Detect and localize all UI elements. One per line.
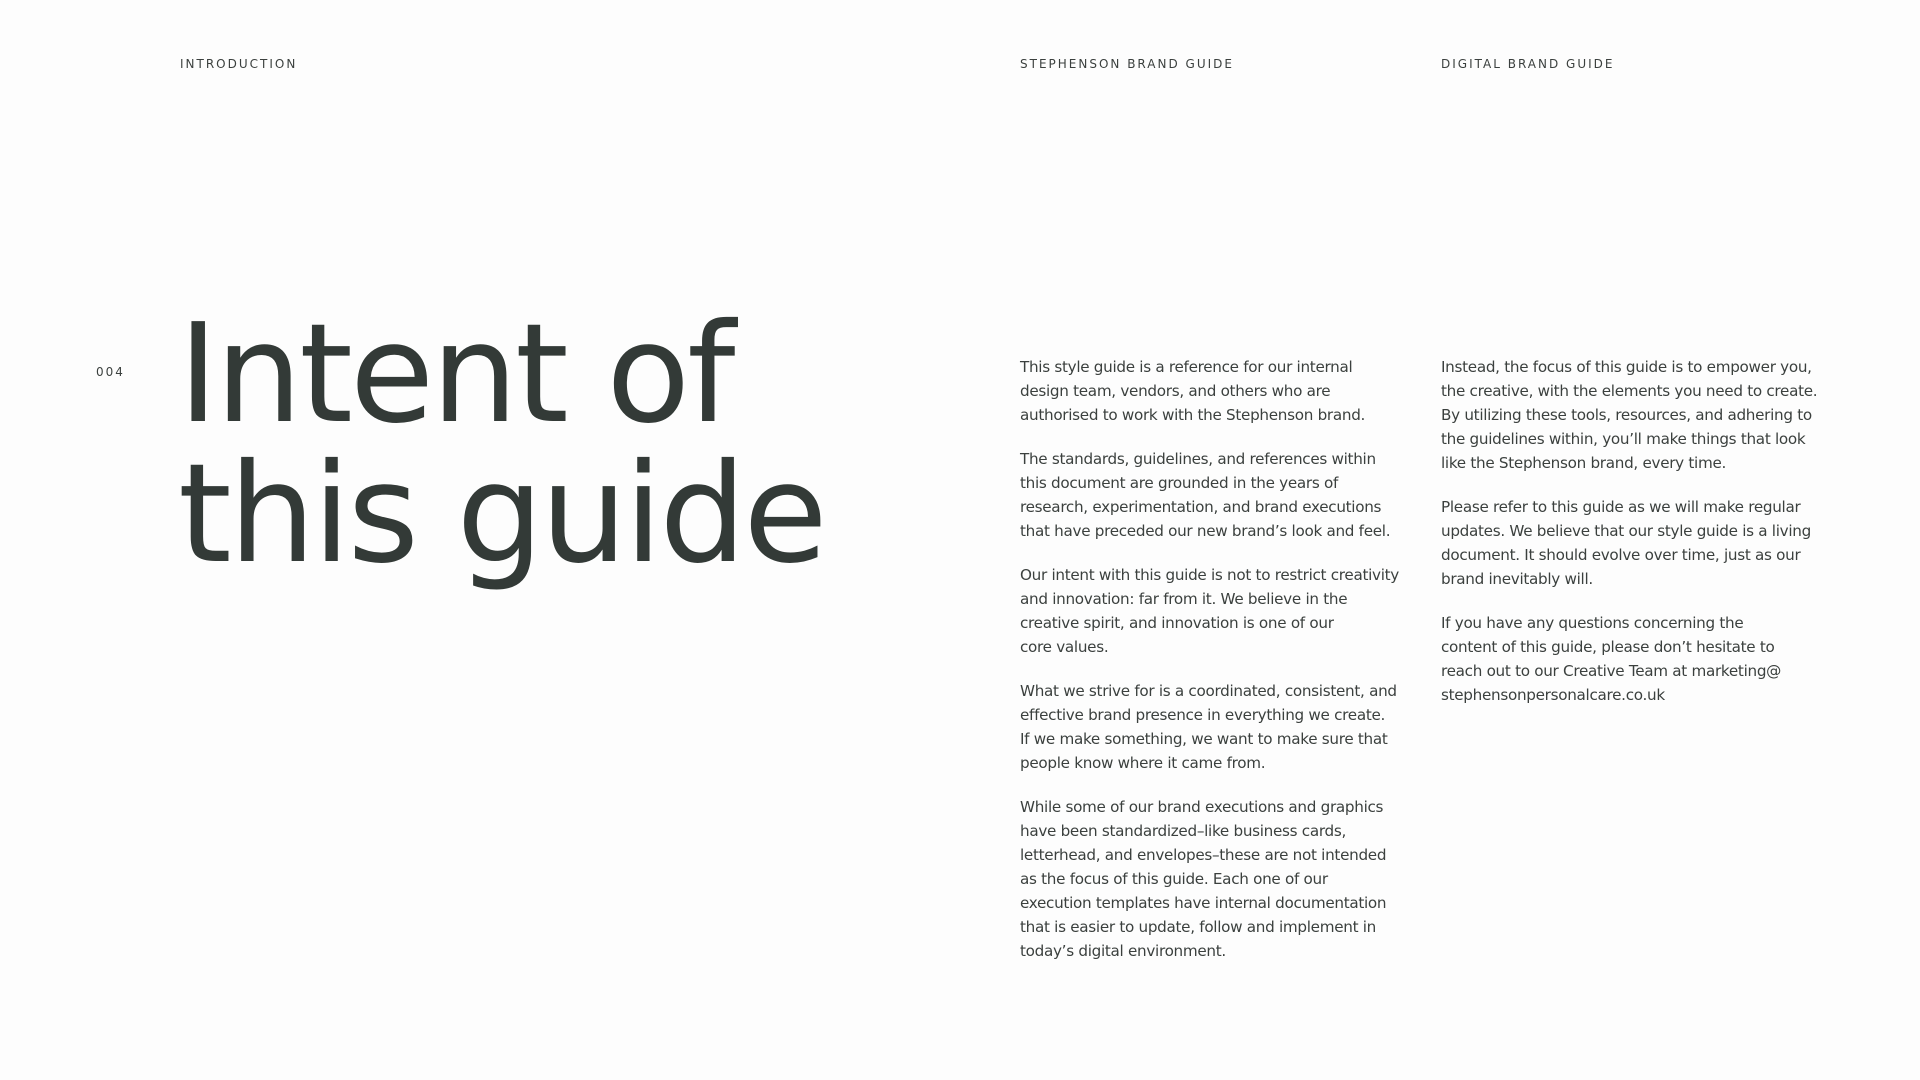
paragraph	[1020, 447, 1425, 543]
text-line: The standards, guidelines, and references within	[1020, 450, 1376, 468]
text-line: If we make something, we want to make sure that	[1020, 730, 1388, 748]
text-line: research, experimentation, and brand executions	[1020, 498, 1382, 516]
paragraph	[1020, 563, 1425, 659]
paragraph	[1020, 679, 1425, 775]
section-label: INTRODUCTION	[180, 57, 298, 71]
text-line: content of this guide, please don’t hesitate to	[1441, 638, 1775, 656]
text-line: If you have any questions concerning the	[1441, 614, 1744, 632]
text-line: While some of our brand executions and graphics	[1020, 798, 1384, 816]
text-line: authorised to work with the Stephenson brand.	[1020, 406, 1366, 424]
text-line: execution templates have internal documentation	[1020, 894, 1387, 912]
page-title	[178, 295, 825, 594]
text-line: as the focus of this guide. Each one of our	[1020, 870, 1328, 888]
paragraph	[1020, 795, 1425, 963]
digital-guide-label: DIGITAL BRAND GUIDE	[1441, 57, 1615, 71]
text-line: the creative, with the elements you need to create.	[1441, 382, 1818, 400]
text-line: that have preceded our new brand’s look and feel.	[1020, 522, 1391, 540]
text-line: Instead, the focus of this guide is to empower you,	[1441, 358, 1812, 376]
text-line: What we strive for is a coordinated, consistent, and	[1020, 682, 1397, 700]
text-line: today’s digital environment.	[1020, 942, 1226, 960]
text-line: and innovation: far from it. We believe in the	[1020, 590, 1348, 608]
text-line: By utilizing these tools, resources, and adhering to	[1441, 406, 1812, 424]
text-line: this document are grounded in the years of	[1020, 474, 1339, 492]
text-line: core values.	[1020, 638, 1109, 656]
paragraph	[1441, 355, 1841, 475]
text-line: the guidelines within, you’ll make things that look	[1441, 430, 1806, 448]
text-line: Please refer to this guide as we will make regular	[1441, 498, 1801, 516]
paragraph	[1441, 611, 1841, 707]
text-line: reach out to our Creative Team at marketing@	[1441, 662, 1782, 680]
text-line: like the Stephenson brand, every time.	[1441, 454, 1727, 472]
text-line: This style guide is a reference for our internal	[1020, 358, 1353, 376]
body-column-right	[1441, 355, 1841, 727]
text-line: updates. We believe that our style guide is a living	[1441, 522, 1811, 540]
page-title-line-2: this guide	[178, 435, 825, 594]
page-number: 004	[96, 365, 125, 379]
brand-guide-label: STEPHENSON BRAND GUIDE	[1020, 57, 1234, 71]
text-line: stephensonpersonalcare.co.uk	[1441, 686, 1665, 704]
text-line: that is easier to update, follow and implement in	[1020, 918, 1377, 936]
text-line: design team, vendors, and others who are	[1020, 382, 1331, 400]
text-line: brand inevitably will.	[1441, 570, 1593, 588]
text-line: Our intent with this guide is not to restrict creativity	[1020, 566, 1399, 584]
text-line: have been standardized–like business cards,	[1020, 822, 1347, 840]
text-line: effective brand presence in everything we create.	[1020, 706, 1386, 724]
text-line: creative spirit, and innovation is one of our	[1020, 614, 1334, 632]
text-line: document. It should evolve over time, just as our	[1441, 546, 1801, 564]
paragraph	[1020, 355, 1425, 427]
body-column-left	[1020, 355, 1425, 983]
page-title-line-1: Intent of	[178, 295, 733, 454]
text-line: people know where it came from.	[1020, 754, 1266, 772]
paragraph	[1441, 495, 1841, 591]
text-line: letterhead, and envelopes–these are not intended	[1020, 846, 1387, 864]
